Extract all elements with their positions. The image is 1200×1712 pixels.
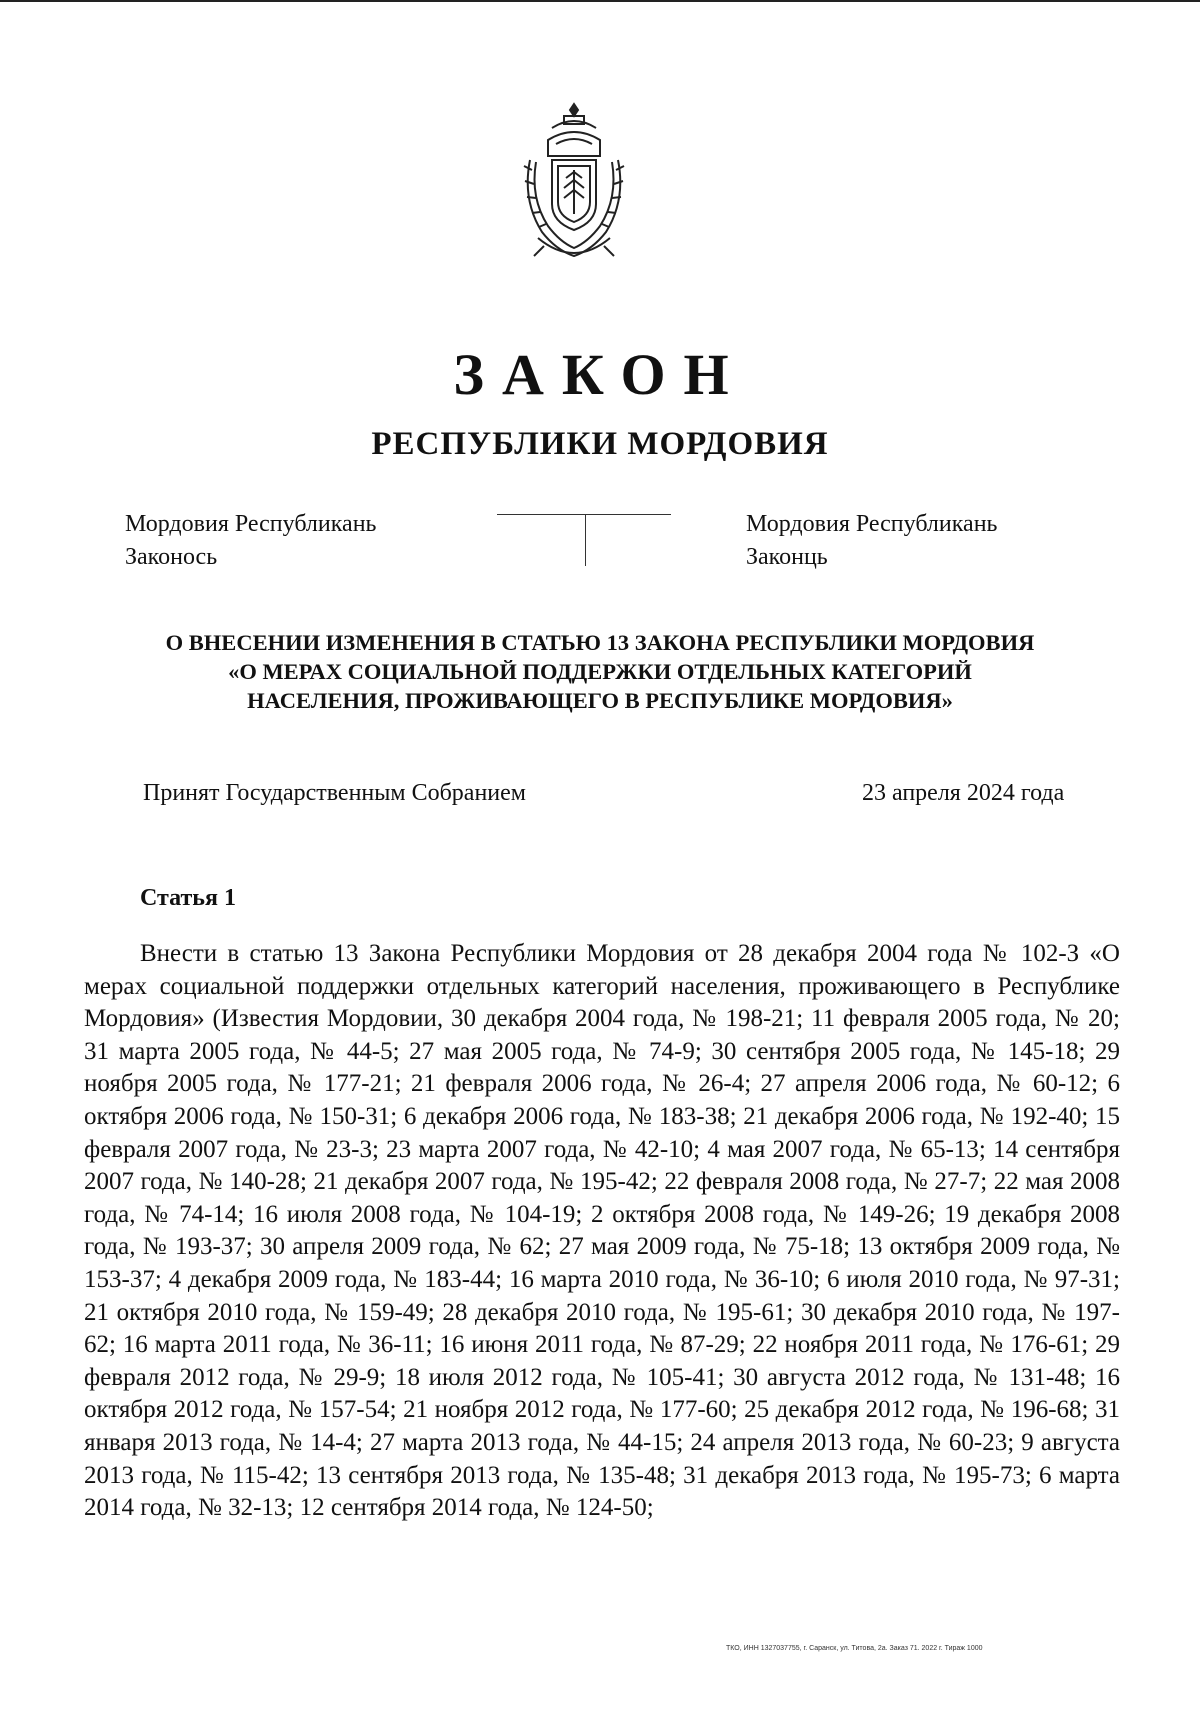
erzya-title-line-2: Законць: [746, 544, 828, 570]
article-body: Внести в статью 13 Закона Республики Мордовия от 28 декабря 2004 года № 102-З «О мерах социальной поддержки отдельных категорий населения, проживающего в Республике Мордовия» (Известия Мордовии, 30 декабря 2004 года, № 198-21; 11 февраля 2005 года, № 20; 31 марта 2005 года, № 44-5; 27 мая 2005 года, № 74-9; 30 сентября 2005 года, № 145-18; 29 ноября 2005 года, № 177-21; 21 февраля 2006 года, № 26-4; 27 апреля 2006 года, № 60-12; 6 октября 2006 года, № 150-31; 6 декабря 2006 года, № 183-38; 21 декабря 2006 года, № 192-40; 15 февраля 2007 года, № 23-3; 23 марта 2007 года, № 42-10; 4 мая 2007 года, № 65-13; 14 сентября 2007 года, № 140-28; 21 декабря 2007 года, № 195-42; 22 февраля 2008 года, № 27-7; 22 мая 2008 года, № 74-14; 16 июля 2008 года, № 104-19; 2 октября 2008 года, № 149-26; 19 декабря 2008 года, № 193-37; 30 апреля 2009 года, № 62; 27 мая 2009 года, № 75-18; 13 октября 2009 года, № 153-37; 4 декабря 2009 года, № 183-44; 16 марта 2010 года, № 36-10; 6 июля 2010 года, № 97-31; 21 октября 2010 года, № 159-49; 28 декабря 2010 года, № 195-61; 30 декабря 2010 года, № 197-62; 16 марта 2011 года, № 36-11; 16 июня 2011 года, № 87-29; 22 ноября 2011 года, № 176-61; 29 февраля 2012 года, № 29-9; 18 июля 2012 года, № 105-41; 30 августа 2012 года, № 131-48; 16 октября 2012 года, № 157-54; 21 ноября 2012 года, № 177-60; 25 декабря 2012 года, № 196-68; 31 января 2013 года, № 14-4; 27 марта 2013 года, № 44-15; 24 апреля 2013 года, № 60-23; 9 августа 2013 года, № 115-42; 13 сентября 2013 года, № 135-48; 31 декабря 2013 года, № 195-73; 6 марта 2014 года, № 32-13; 12 сентября 2014 года, № 124-50;: [84, 940, 1120, 1522]
mokhsha-title-line-2: Законось: [125, 544, 218, 570]
mokhsha-title-line-1: Мордовия Республикань: [125, 511, 377, 537]
adopted-by-label: Принят Государственным Собранием: [143, 780, 526, 806]
erzya-title-block: [746, 508, 997, 574]
law-heading: [100, 628, 1100, 715]
mokhsha-title-block: [125, 508, 376, 574]
law-heading-line-3: НАСЕЛЕНИЯ, ПРОЖИВАЮЩЕГО В РЕСПУБЛИКЕ МОРДОВИЯ»: [247, 688, 953, 713]
law-heading-line-1: О ВНЕСЕНИИ ИЗМЕНЕНИЯ В СТАТЬЮ 13 ЗАКОНА РЕСПУБЛИКИ МОРДОВИЯ: [165, 630, 1035, 655]
law-number-field-line: [497, 514, 671, 515]
law-subtitle: РЕСПУБЛИКИ МОРДОВИЯ: [371, 426, 829, 462]
coat-of-arms-emblem: [512, 100, 636, 270]
print-imprint: ТКО, ИНН 1327037755, г. Саранск, ул. Титова, 2а. Заказ 71. 2022 г. Тираж 1000: [726, 1645, 983, 1652]
page-top-rule: [0, 0, 1200, 2]
law-heading-line-2: «О МЕРАХ СОЦИАЛЬНОЙ ПОДДЕРЖКИ ОТДЕЛЬНЫХ КАТЕГОРИЙ: [228, 659, 972, 684]
law-number-field-divider: [585, 514, 586, 566]
article-title: Статья 1: [140, 885, 236, 911]
erzya-title-line-1: Мордовия Республикань: [746, 511, 998, 537]
law-title: ЗАКОН: [453, 342, 747, 407]
adopted-date: 23 апреля 2024 года: [862, 780, 1065, 806]
